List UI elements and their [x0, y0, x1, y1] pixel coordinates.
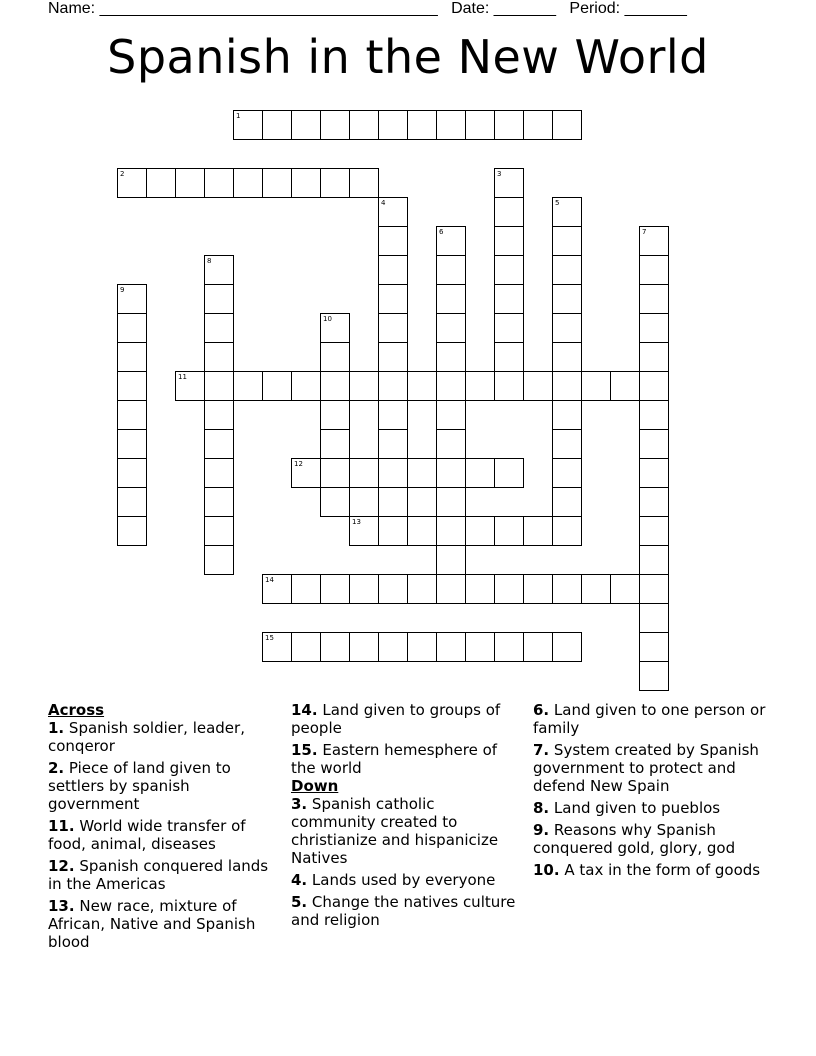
- grid-cell[interactable]: [523, 632, 553, 662]
- grid-cell[interactable]: [378, 574, 408, 604]
- clue-down-4: 4. Lands used by everyone: [291, 871, 496, 889]
- grid-cell[interactable]: [204, 400, 234, 430]
- clue-number: 12: [294, 460, 303, 468]
- grid-cell[interactable]: [407, 516, 437, 546]
- grid-cell[interactable]: [436, 516, 466, 546]
- grid-cell[interactable]: [552, 400, 582, 430]
- grid-cell[interactable]: [436, 574, 466, 604]
- clue-down-8: 8. Land given to pueblos: [533, 799, 721, 817]
- grid-cell[interactable]: [436, 545, 466, 575]
- grid-cell[interactable]: [407, 458, 437, 488]
- clue-number: 9: [120, 286, 125, 294]
- grid-cell[interactable]: [494, 516, 524, 546]
- clue-down-10: 10. A tax in the form of goods: [533, 861, 761, 879]
- grid-cell[interactable]: [291, 168, 321, 198]
- grid-cell[interactable]: [494, 632, 524, 662]
- clue-number: 3: [497, 170, 502, 178]
- clue-down-9: 9. Reasons why Spanish conquered gold, glory, god: [533, 821, 736, 857]
- grid-cell[interactable]: [552, 632, 582, 662]
- clue-across-2: 2. Piece of land given to settlers by spanish government: [48, 759, 231, 813]
- grid-cell[interactable]: [436, 458, 466, 488]
- clue-number: 15: [265, 634, 274, 642]
- grid-cell[interactable]: [552, 284, 582, 314]
- grid-cell[interactable]: [175, 168, 205, 198]
- grid-cell[interactable]: [552, 226, 582, 256]
- grid-cell[interactable]: [349, 458, 379, 488]
- grid-cell[interactable]: [494, 226, 524, 256]
- grid-cell[interactable]: [552, 429, 582, 459]
- grid-cell[interactable]: [465, 458, 495, 488]
- clues-column-1: [48, 701, 278, 955]
- grid-cell[interactable]: [523, 371, 553, 401]
- grid-cell[interactable]: [204, 313, 234, 343]
- grid-cell[interactable]: [494, 371, 524, 401]
- grid-cell[interactable]: [436, 255, 466, 285]
- grid-cell[interactable]: [494, 342, 524, 372]
- grid-cell[interactable]: [436, 632, 466, 662]
- clue-across-11: 11. World wide transfer of food, animal, diseases: [48, 817, 246, 853]
- grid-cell[interactable]: [117, 342, 147, 372]
- clue-across-15: 15. Eastern hemesphere of the world: [291, 741, 498, 777]
- name-label: Name:: [48, 0, 96, 17]
- clue-number: 6: [439, 228, 444, 236]
- grid-cell[interactable]: [581, 371, 611, 401]
- grid-cell[interactable]: [436, 371, 466, 401]
- grid-cell[interactable]: [320, 342, 350, 372]
- grid-cell[interactable]: [117, 458, 147, 488]
- grid-cell[interactable]: [639, 516, 669, 546]
- grid-cell[interactable]: [378, 226, 408, 256]
- down-heading: Down: [291, 777, 339, 795]
- grid-cell[interactable]: [581, 574, 611, 604]
- grid-cell[interactable]: [494, 110, 524, 140]
- grid-cell[interactable]: [117, 400, 147, 430]
- across-heading: Across: [48, 701, 105, 719]
- grid-cell[interactable]: [320, 574, 350, 604]
- clue-down-3: 3. Spanish catholic community created to christianize and hispanicize Natives: [291, 795, 499, 867]
- clue-number: 10: [323, 315, 332, 323]
- clue-number: 5: [555, 199, 560, 207]
- grid-cell[interactable]: [610, 574, 640, 604]
- clue-down-7: 7. System created by Spanish government to protect and defend New Spain: [533, 741, 759, 795]
- date-label: Date:: [451, 0, 490, 17]
- grid-cell[interactable]: [552, 458, 582, 488]
- grid-cell[interactable]: [552, 516, 582, 546]
- grid-cell[interactable]: [291, 110, 321, 140]
- page-title: Spanish in the New World: [107, 30, 709, 84]
- grid-cell[interactable]: [320, 110, 350, 140]
- name-blank[interactable]: ______________________________________: [99, 0, 438, 17]
- clue-down-5: 5. Change the natives culture and religion: [291, 893, 516, 929]
- grid-cell[interactable]: [262, 110, 292, 140]
- grid-cell[interactable]: [349, 168, 379, 198]
- grid-cell[interactable]: [320, 458, 350, 488]
- grid-cell[interactable]: [639, 487, 669, 517]
- grid-cell[interactable]: [204, 342, 234, 372]
- grid-cell[interactable]: [378, 313, 408, 343]
- grid-cell[interactable]: [320, 371, 350, 401]
- grid-cell[interactable]: [552, 342, 582, 372]
- grid-cell[interactable]: [436, 342, 466, 372]
- clue-number: 1: [236, 112, 241, 120]
- grid-cell[interactable]: [291, 371, 321, 401]
- grid-cell[interactable]: [436, 487, 466, 517]
- grid-cell[interactable]: [204, 545, 234, 575]
- grid-cell[interactable]: [465, 110, 495, 140]
- grid-cell[interactable]: [407, 574, 437, 604]
- grid-cell[interactable]: [378, 487, 408, 517]
- grid-cell[interactable]: [117, 429, 147, 459]
- grid-cell[interactable]: [494, 284, 524, 314]
- grid-cell[interactable]: [146, 168, 176, 198]
- clue-across-13: 13. New race, mixture of African, Native and Spanish blood: [48, 897, 256, 951]
- grid-cell[interactable]: [552, 487, 582, 517]
- grid-cell[interactable]: [639, 255, 669, 285]
- grid-cell[interactable]: [639, 603, 669, 633]
- grid-cell[interactable]: [610, 371, 640, 401]
- clues-column-3: [533, 701, 773, 883]
- grid-cell[interactable]: [552, 313, 582, 343]
- grid-cell[interactable]: [204, 284, 234, 314]
- grid-cell[interactable]: [465, 632, 495, 662]
- grid-cell[interactable]: [436, 313, 466, 343]
- date-blank[interactable]: _______: [493, 0, 557, 17]
- grid-cell[interactable]: [262, 371, 292, 401]
- grid-cell[interactable]: [378, 110, 408, 140]
- grid-cell[interactable]: [552, 574, 582, 604]
- grid-cell[interactable]: [407, 110, 437, 140]
- grid-cell[interactable]: [639, 429, 669, 459]
- grid-cell[interactable]: [320, 168, 350, 198]
- grid-cell[interactable]: [291, 632, 321, 662]
- grid-cell[interactable]: [320, 487, 350, 517]
- grid-cell[interactable]: [407, 632, 437, 662]
- grid-cell[interactable]: [639, 371, 669, 401]
- clue-across-14: 14. Land given to groups of people: [291, 701, 501, 737]
- clues-column-2: [291, 701, 523, 933]
- grid-cell[interactable]: [552, 371, 582, 401]
- grid-cell[interactable]: [552, 110, 582, 140]
- grid-cell[interactable]: [465, 574, 495, 604]
- grid-cell[interactable]: [378, 342, 408, 372]
- grid-cell[interactable]: [639, 284, 669, 314]
- grid-cell[interactable]: [378, 255, 408, 285]
- grid-cell[interactable]: [436, 429, 466, 459]
- grid-cell[interactable]: [523, 110, 553, 140]
- grid-cell[interactable]: [378, 371, 408, 401]
- grid-cell[interactable]: [639, 458, 669, 488]
- grid-cell[interactable]: [494, 255, 524, 285]
- clue-down-6: 6. Land given to one person or family: [533, 701, 766, 737]
- grid-cell[interactable]: [349, 574, 379, 604]
- clue-number: 14: [265, 576, 274, 584]
- grid-cell[interactable]: [117, 487, 147, 517]
- period-label: Period:: [569, 0, 621, 17]
- grid-cell[interactable]: [523, 574, 553, 604]
- grid-cell[interactable]: [204, 516, 234, 546]
- grid-cell[interactable]: [378, 458, 408, 488]
- grid-cell[interactable]: [523, 516, 553, 546]
- clue-number: 2: [120, 170, 125, 178]
- grid-cell[interactable]: [494, 313, 524, 343]
- grid-cell[interactable]: [378, 516, 408, 546]
- grid-cell[interactable]: [117, 516, 147, 546]
- grid-cell[interactable]: [407, 371, 437, 401]
- grid-cell[interactable]: [436, 284, 466, 314]
- clue-number: 7: [642, 228, 647, 236]
- grid-cell[interactable]: [639, 545, 669, 575]
- grid-cell[interactable]: [465, 371, 495, 401]
- grid-cell[interactable]: [349, 632, 379, 662]
- grid-cell[interactable]: [320, 632, 350, 662]
- grid-cell[interactable]: [639, 400, 669, 430]
- grid-cell[interactable]: [639, 632, 669, 662]
- grid-cell[interactable]: [639, 661, 669, 691]
- grid-cell[interactable]: [204, 487, 234, 517]
- grid-cell[interactable]: [494, 458, 524, 488]
- grid-cell[interactable]: [291, 574, 321, 604]
- grid-cell[interactable]: [204, 458, 234, 488]
- grid-cell[interactable]: [378, 429, 408, 459]
- clue-number: 11: [178, 373, 187, 381]
- period-blank[interactable]: _______: [624, 0, 687, 17]
- grid-cell[interactable]: [349, 371, 379, 401]
- grid-cell[interactable]: [204, 168, 234, 198]
- grid-cell[interactable]: [262, 168, 292, 198]
- grid-cell[interactable]: [494, 574, 524, 604]
- grid-cell[interactable]: [378, 400, 408, 430]
- grid-cell[interactable]: [494, 197, 524, 227]
- grid-cell[interactable]: [639, 313, 669, 343]
- grid-cell[interactable]: [349, 110, 379, 140]
- grid-cell[interactable]: [117, 371, 147, 401]
- clue-number: 13: [352, 518, 361, 526]
- grid-cell[interactable]: [233, 371, 263, 401]
- grid-cell[interactable]: [639, 342, 669, 372]
- clue-across-1: 1. Spanish soldier, leader, conqeror: [48, 719, 245, 755]
- clue-number: 4: [381, 199, 386, 207]
- clue-across-12: 12. Spanish conquered lands in the Americas: [48, 857, 269, 893]
- grid-cell[interactable]: [552, 255, 582, 285]
- grid-cell[interactable]: [320, 400, 350, 430]
- grid-cell[interactable]: [204, 371, 234, 401]
- grid-cell[interactable]: [204, 429, 234, 459]
- grid-cell[interactable]: [378, 284, 408, 314]
- clue-number: 8: [207, 257, 212, 265]
- grid-cell[interactable]: [465, 516, 495, 546]
- grid-cell[interactable]: [436, 400, 466, 430]
- grid-cell[interactable]: [639, 574, 669, 604]
- grid-cell[interactable]: [378, 632, 408, 662]
- grid-cell[interactable]: [320, 429, 350, 459]
- grid-cell[interactable]: [436, 110, 466, 140]
- grid-cell[interactable]: [117, 313, 147, 343]
- grid-cell[interactable]: [233, 168, 263, 198]
